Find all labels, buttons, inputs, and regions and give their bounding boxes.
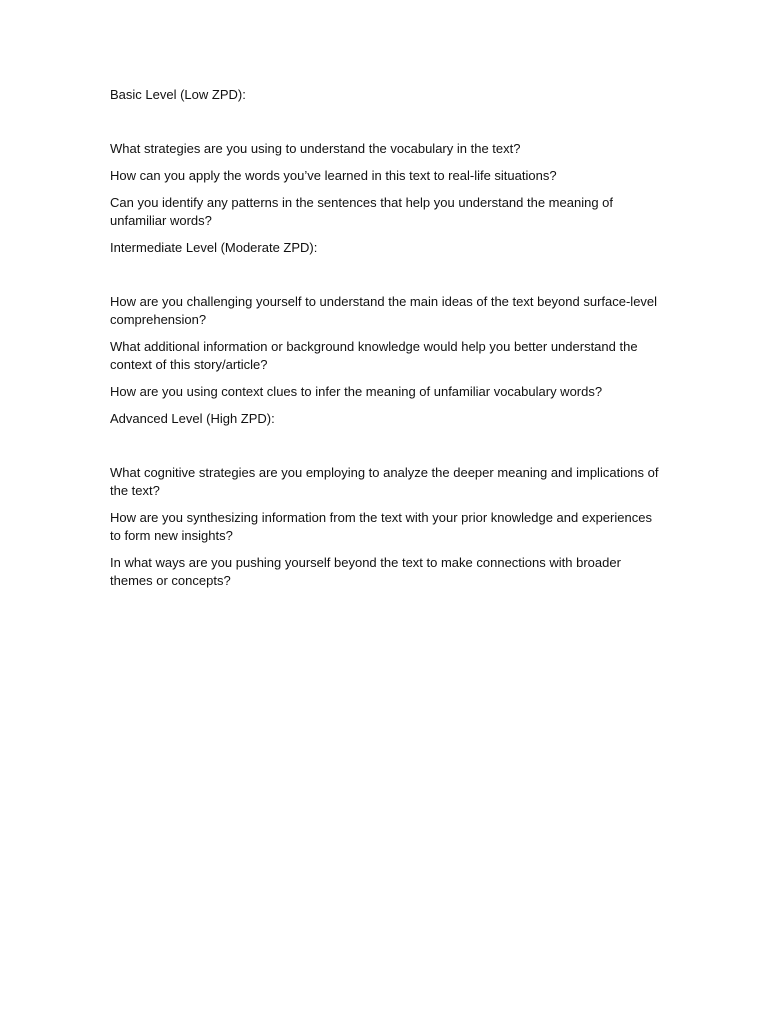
- question-basic-1: What strategies are you using to understand the vocabulary in the text?: [110, 141, 521, 156]
- question-advanced-1: What cognitive strategies are you employing to analyze the deeper meaning and implications of the text?: [110, 465, 659, 498]
- question-intermediate-3: How are you using context clues to infer the meaning of unfamiliar vocabulary words?: [110, 384, 603, 399]
- question-advanced-2: How are you synthesizing information from the text with your prior knowledge and experiences to form new insights?: [110, 510, 652, 543]
- section-heading-intermediate: Intermediate Level (Moderate ZPD):: [110, 240, 318, 255]
- section-heading-advanced: Advanced Level (High ZPD):: [110, 411, 275, 426]
- document-body: [110, 86, 662, 599]
- question-advanced-3: In what ways are you pushing yourself beyond the text to make connections with broader themes or concepts?: [110, 555, 621, 588]
- question-intermediate-1: How are you challenging yourself to understand the main ideas of the text beyond surface-level comprehension?: [110, 294, 658, 327]
- question-intermediate-2: What additional information or background knowledge would help you better understand the context of this story/article?: [110, 339, 638, 372]
- question-basic-2: How can you apply the words you’ve learned in this text to real-life situations?: [110, 168, 557, 183]
- section-heading-basic: Basic Level (Low ZPD):: [110, 87, 246, 102]
- question-basic-3: Can you identify any patterns in the sentences that help you understand the meaning of unfamiliar words?: [110, 195, 614, 228]
